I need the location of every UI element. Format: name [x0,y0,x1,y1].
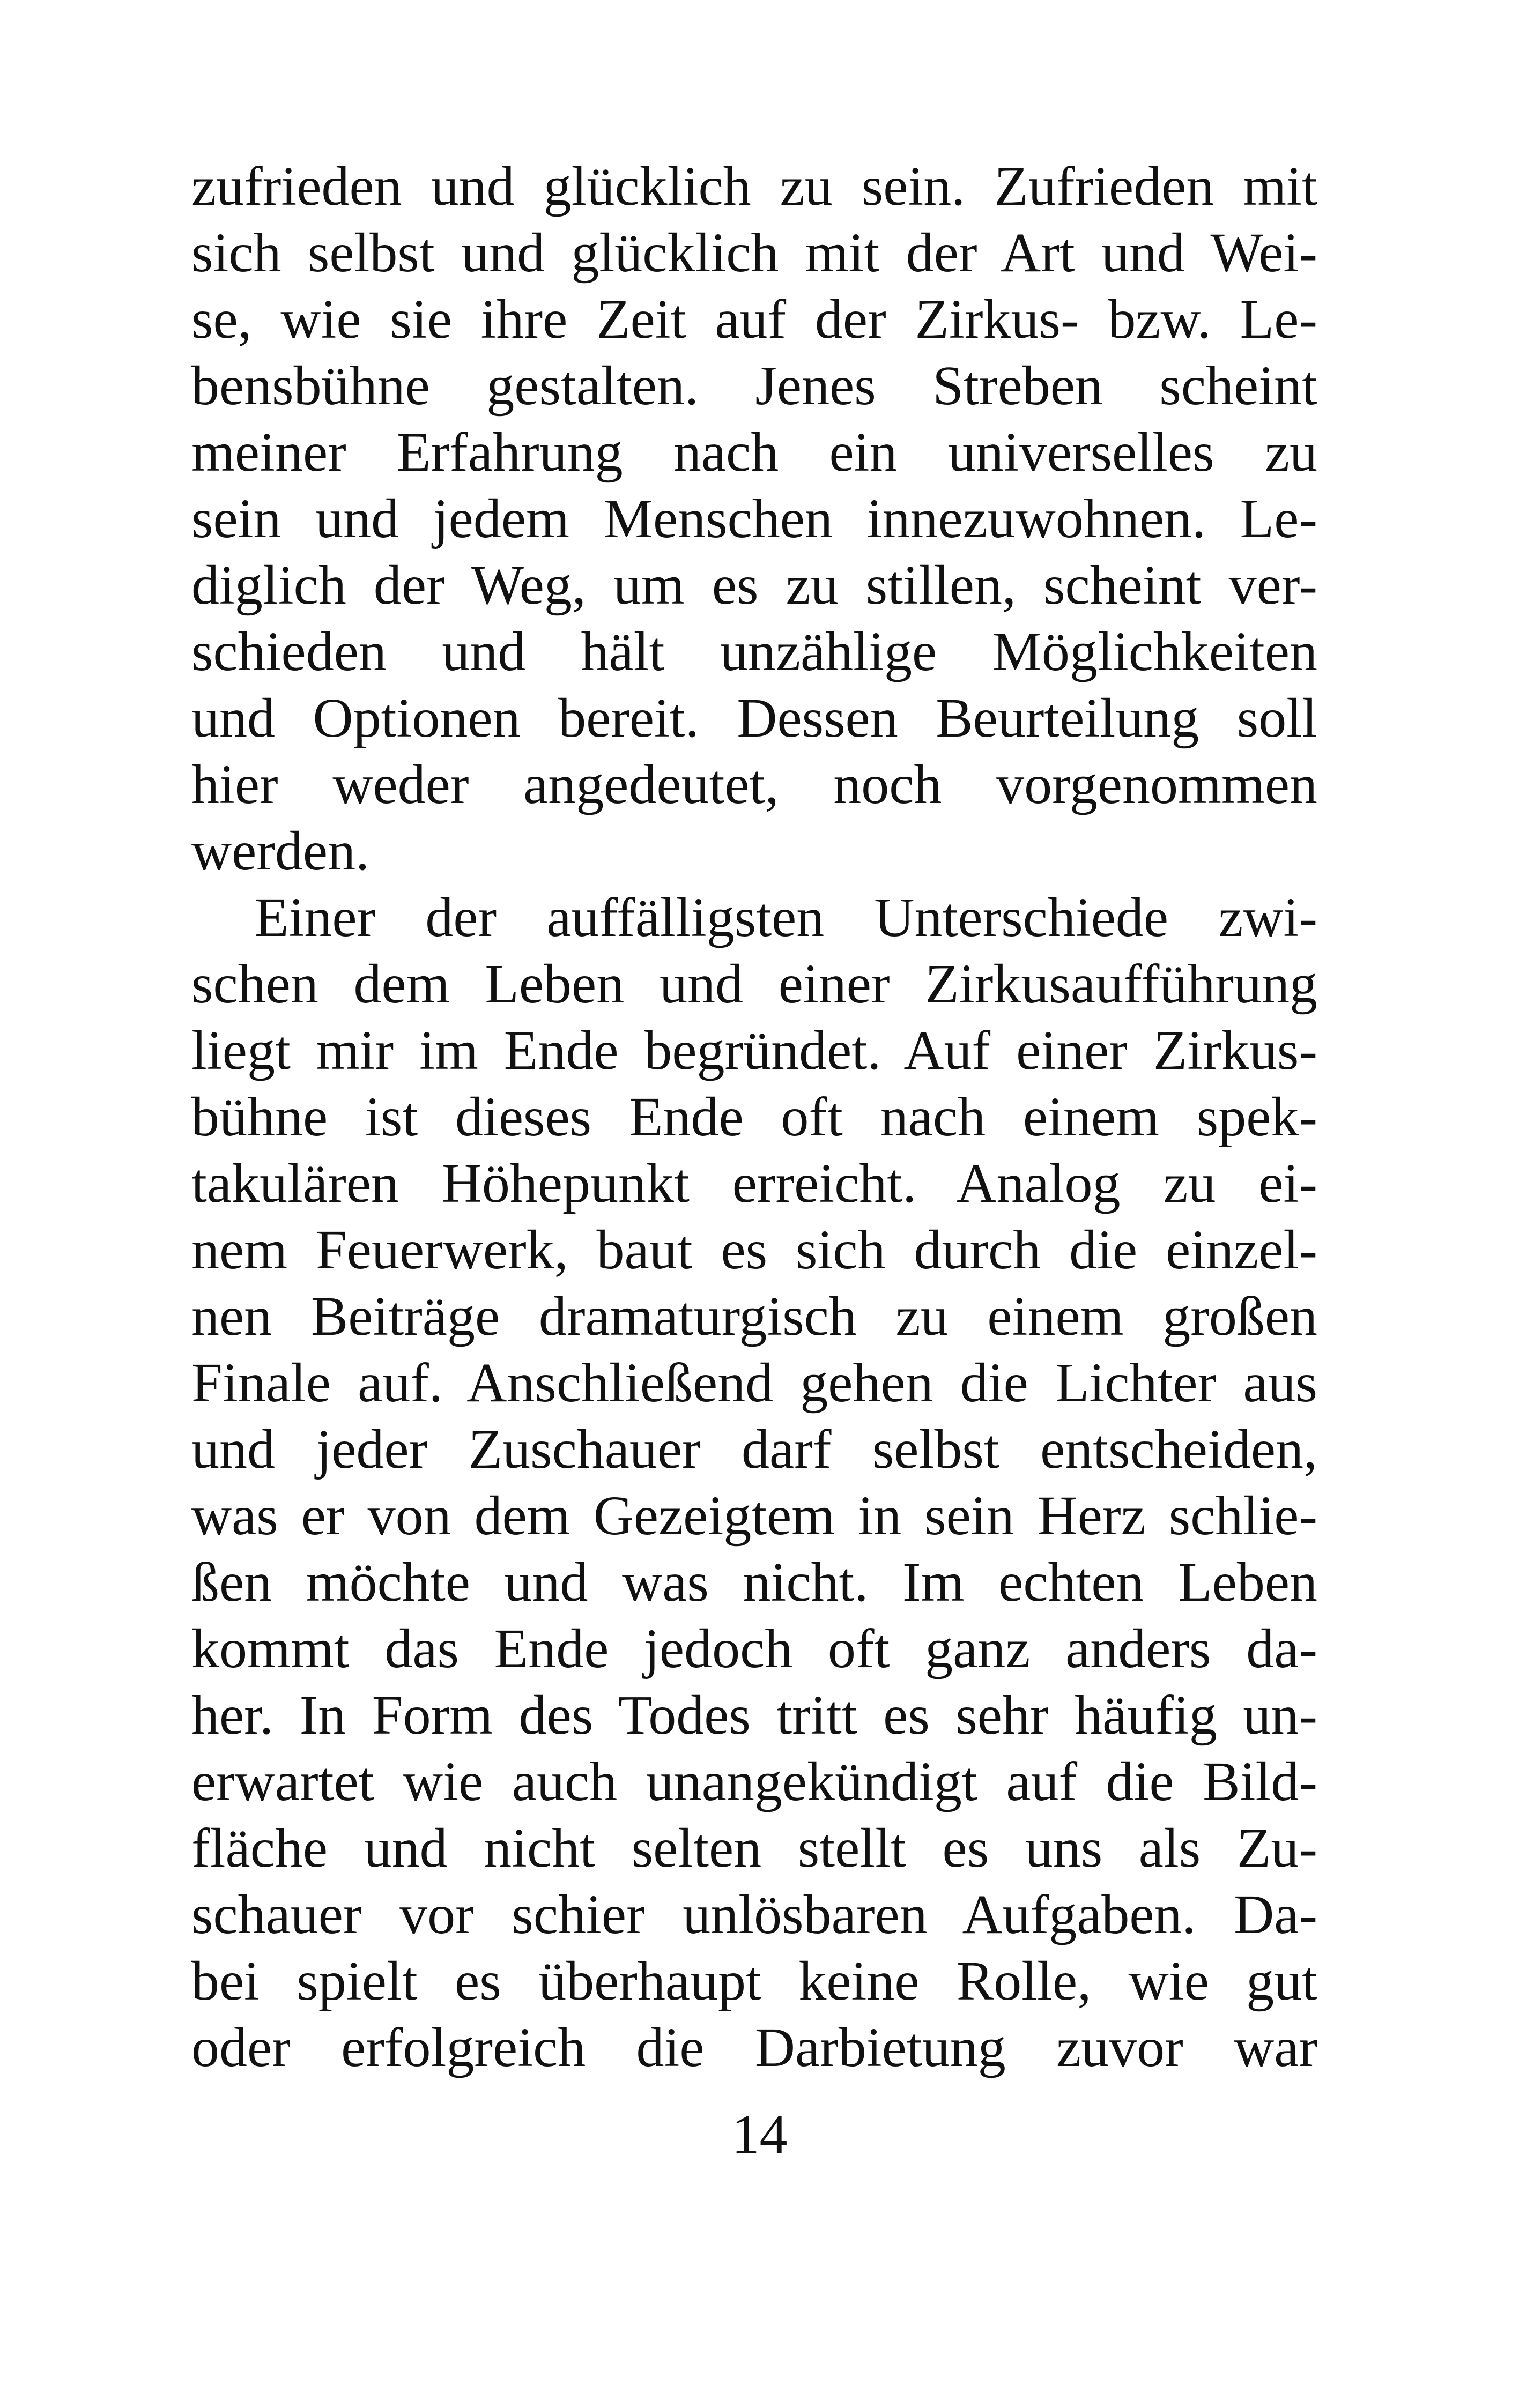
text-line: diglich der Weg, um es zu stillen, scheint ver- [191,554,1317,616]
text-line: bensbühne gestalten. Jenes Streben scheint [191,355,1317,417]
text-line: nem Feuerwerk, baut es sich durch die einzel- [191,1219,1317,1281]
text-line: fläche und nicht selten stellt es uns als Zu- [191,1817,1317,1879]
text-line: sein und jedem Menschen innezuwohnen. Le- [191,488,1317,549]
text-line: schen dem Leben und einer Zirkusaufführung [191,953,1317,1015]
page-number: 14 [731,2104,788,2165]
text-line: bei spielt es überhaupt keine Rolle, wie gut [191,1950,1317,2012]
text-line: schauer vor schier unlösbaren Aufgaben. Da- [191,1884,1317,1945]
text-line: zufrieden und glücklich zu sein. Zufrieden mit [191,155,1317,217]
text-line: werden. [191,820,370,882]
text-line: meiner Erfahrung nach ein universelles zu [191,421,1317,483]
text-line: liegt mir im Ende begründet. Auf einer Zirkus- [191,1020,1317,1081]
text-line: schieden und hält unzählige Möglichkeiten [191,621,1317,682]
text-line: und Optionen bereit. Dessen Beurteilung soll [191,687,1317,749]
text-line: kommt das Ende jedoch oft ganz anders da- [191,1618,1317,1679]
text-line: her. In Form des Todes tritt es sehr häufig un- [191,1684,1317,1746]
text-line: erwartet wie auch unangekündigt auf die Bild- [191,1751,1317,1812]
body-text [191,153,1317,2081]
paragraph-first-line: Einer der auffälligsten Unterschiede zwi- [255,887,1317,948]
text-line: oder erfolgreich die Darbietung zuvor war [191,2017,1317,2078]
text-line: ßen möchte und was nicht. Im echten Leben [191,1551,1317,1613]
text-line: hier weder angedeutet, noch vorgenommen [191,754,1317,815]
text-line: nen Beiträge dramaturgisch zu einem großen [191,1285,1317,1347]
text-line: was er von dem Gezeigtem in sein Herz schlie- [191,1485,1317,1547]
text-line: bühne ist dieses Ende oft nach einem spek- [191,1086,1317,1148]
text-line: sich selbst und glücklich mit der Art und Wei- [191,222,1317,284]
text-line: Finale auf. Anschließend gehen die Lichter aus [191,1352,1317,1414]
text-line: und jeder Zuschauer darf selbst entscheiden, [191,1418,1317,1480]
text-line: se, wie sie ihre Zeit auf der Zirkus- bzw. Le- [191,288,1317,350]
text-line: takulären Höhepunkt erreicht. Analog zu ei- [191,1153,1317,1214]
